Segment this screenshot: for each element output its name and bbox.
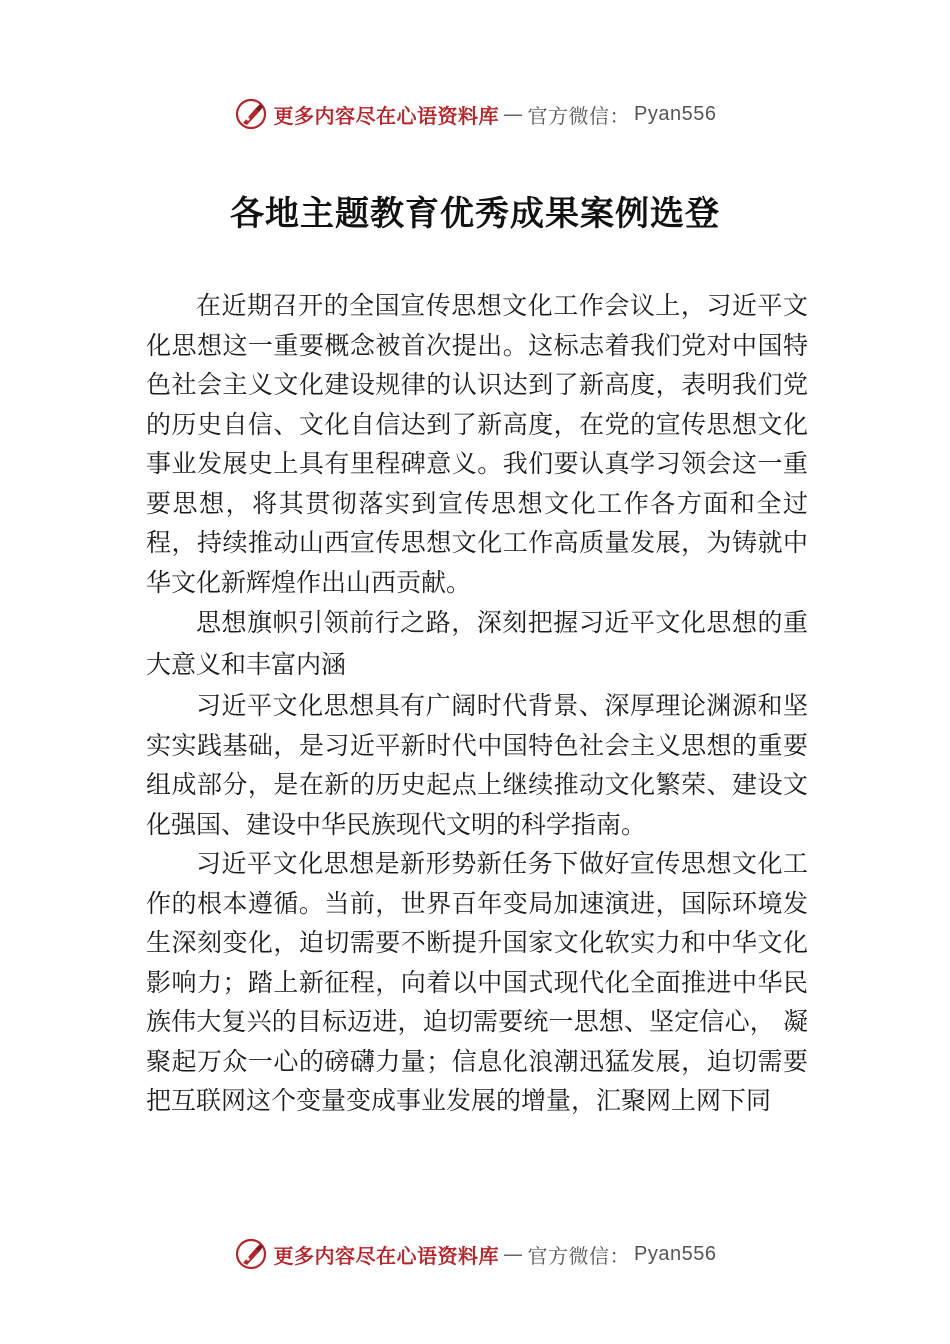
footer-watermark <box>0 1232 950 1276</box>
watermark-brand: 更多内容尽在心语资料库 <box>273 1243 500 1268</box>
watermark-wechat-label: 官方微信： <box>527 1243 631 1268</box>
pen-nib-logo-icon <box>234 1237 268 1271</box>
watermark-separator: — <box>503 102 524 126</box>
watermark-wechat-label: 官方微信： <box>527 103 631 128</box>
paragraph-guidance: 习近平文化思想是新形势新任务下做好宣传思想文化工作的根本遵循。当前，世界百年变局加速演进，国际环境发生深刻变化，迫切需要不断提升国家文化软实力和中华文化影响力；踏上新征程，向着以中国式现代化全面推进中华民族伟大复兴的目标迈进，迫切需要统一思想、坚定信心， 凝聚起万众一心的磅礴力量；信息化浪潮迅猛发展，迫切需要把互联网这个变量变成事业发展的增量，汇聚网上网下同 <box>146 849 808 1115</box>
section-heading: 思想旗帜引领前行之路，深刻把握习近平文化思想的重大意义和丰富内涵 <box>146 608 808 679</box>
document-body <box>146 286 808 1121</box>
paragraph-intro: 在近期召开的全国宣传思想文化工作会议上，习近平文化思想这一重要概念被首次提出。这标志着我们党对中国特色社会主义文化建设规律的认识达到了新高度，表明我们党的历史自信、文化自信达到了新高度，在党的宣传思想文化事业发展史上具有里程碑意义。我们要认真学习领会这一重要思想，将其贯彻落实到宣传思想文化工作各方面和全过程，持续推动山西宣传思想文化工作高质量发展，为铸就中华文化新辉煌作出山西贡献。 <box>146 291 808 597</box>
watermark-wechat-id: Pyan556 <box>634 102 717 125</box>
document-title: 各地主题教育优秀成果案例选登 <box>230 194 720 234</box>
header-watermark <box>0 92 950 136</box>
watermark-brand: 更多内容尽在心语资料库 <box>273 103 500 128</box>
watermark-wechat-id: Pyan556 <box>634 1242 717 1265</box>
watermark-separator: — <box>503 1242 524 1266</box>
pen-nib-logo-icon <box>234 97 268 131</box>
paragraph-background: 习近平文化思想具有广阔时代背景、深厚理论渊源和坚实实践基础，是习近平新时代中国特色社会主义思想的重要组成部分，是在新的历史起点上继续推动文化繁荣、建设文化强国、建设中华民族现代文明的科学指南。 <box>146 691 808 839</box>
